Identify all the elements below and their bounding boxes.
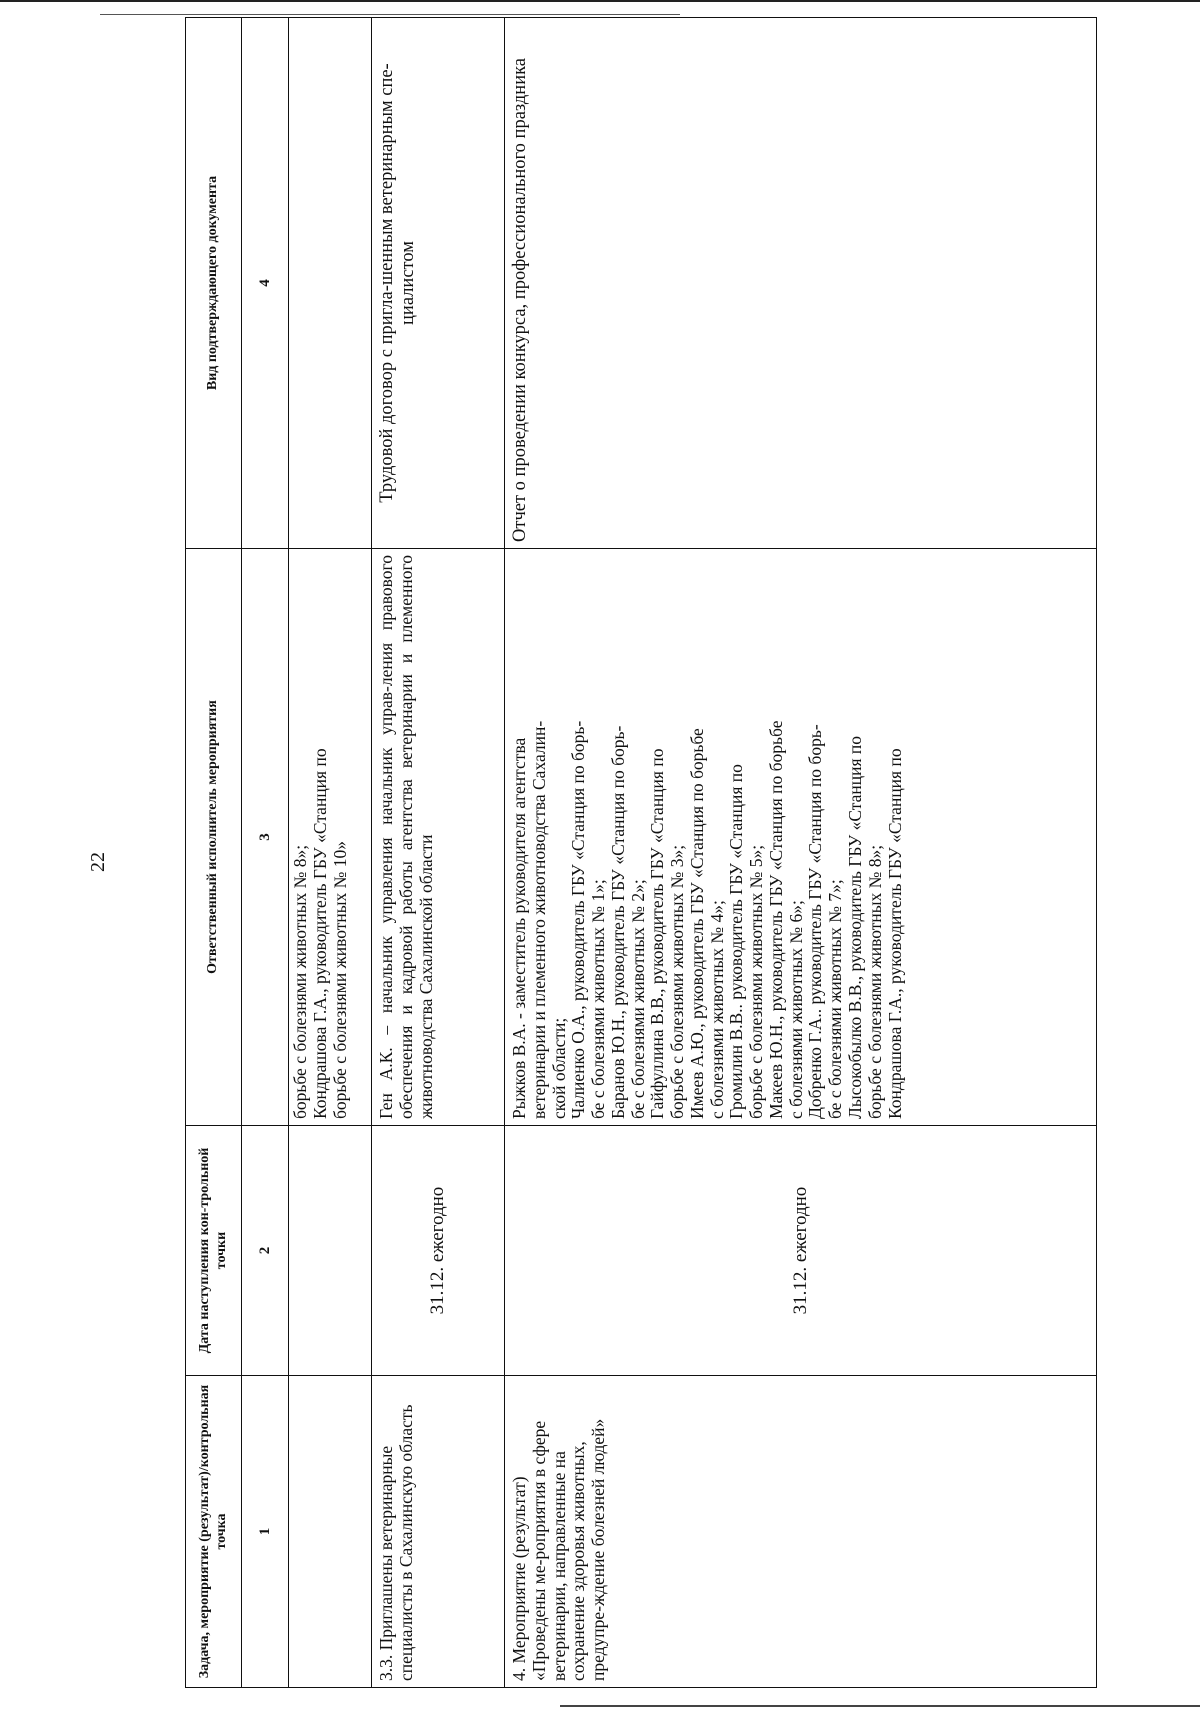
executor-line: борьбе с болезнями животных № 3»; <box>667 844 688 1119</box>
column-number-row <box>242 18 289 1688</box>
header-task: Задача, мероприятие (результат)/контрольная точка <box>186 1376 242 1688</box>
scan-edge-line <box>100 14 680 15</box>
executor-line: бе с болезнями животных № 7»; <box>825 879 846 1119</box>
scan-edge-line <box>560 1705 1200 1707</box>
page-number: 22 <box>87 852 109 872</box>
date-cell <box>289 1126 372 1376</box>
table-row <box>505 18 1097 1688</box>
executor-line: ветеринарии и племенного животноводства Сахалин- <box>528 720 549 1119</box>
executor-line: Гайфуллина В.В., руководитель ГБУ «Станция по <box>647 748 668 1119</box>
table-row <box>289 18 372 1688</box>
executor-line: Добренко Г.А.. руководитель ГБУ «Станция по борь- <box>805 724 826 1119</box>
executor-line: Кондрашова Г.А., руководитель ГБУ «Станция по <box>884 748 905 1119</box>
executor-cell: Ген А.К. – начальник управления начальник управ-ления правового обеспечения и кадровой работы агентства ветеринарии и племенного животноводства Сахалинской области <box>372 549 505 1126</box>
executor-line: Рыжков В.А. - заместитель руководителя агентства <box>509 737 529 1119</box>
document-cell: Отчет о проведении конкурса, профессионального праздника <box>505 18 1097 549</box>
column-number: 2 <box>242 1126 289 1376</box>
executor-line: ской области; <box>548 1017 569 1119</box>
column-number: 1 <box>242 1376 289 1688</box>
table-header-row <box>186 18 242 1688</box>
control-points-table <box>185 17 1097 1688</box>
executor-line: с болезнями животных № 4»; <box>706 900 727 1119</box>
executor-line: Лысокобылко В.В., руководитель ГБУ «Станция по <box>845 735 866 1119</box>
table-row <box>372 18 505 1688</box>
executor-line: Имеев А.Ю., руководитель ГБУ «Станция по борьбе <box>686 728 707 1119</box>
executor-line: Макеев Ю.Н., руководитель ГБУ «Станция по борьбе <box>765 720 786 1119</box>
header-executor: Ответственный исполнитель мероприятия <box>186 549 242 1126</box>
executor-line: Кондрашова Г.А., руководитель ГБУ «Станция по <box>309 748 330 1119</box>
executor-line: Чалиенко О.А., руководитель ГБУ «Станция по борь- <box>568 720 589 1119</box>
executor-cell <box>505 549 1097 1126</box>
column-number: 4 <box>242 18 289 549</box>
executor-line: Баранов Ю.Н., руководитель ГБУ «Станция по борь- <box>607 725 628 1119</box>
rotated-table-container <box>185 18 1097 1688</box>
executor-line: борьбе с болезнями животных № 8»; <box>864 844 885 1119</box>
task-cell <box>289 1376 372 1688</box>
task-cell: 3.3. Приглашены ветеринарные специалисты в Сахалинскую область <box>372 1376 505 1688</box>
scan-top-border <box>0 0 1200 2</box>
date-cell: 31.12. ежегодно <box>505 1126 1097 1376</box>
executor-line: бе с болезнями животных № 1»; <box>588 879 609 1119</box>
executor-line: Громилин В.В.. руководитель ГБУ «Станция по <box>726 764 747 1119</box>
header-date: Дата наступления кон-трольной точки <box>186 1126 242 1376</box>
executor-line: бе с болезнями животных № 2»; <box>627 879 648 1119</box>
executor-line: борьбе с болезнями животных № 10» <box>329 841 350 1119</box>
executor-line: борьбе с болезнями животных № 8»; <box>290 844 310 1119</box>
executor-line: с болезнями животных № 6»; <box>785 900 806 1119</box>
document-cell <box>289 18 372 549</box>
task-cell: 4. Мероприятие (результат) «Проведены ме-роприятия в сфере ветеринарии, направленные на сохранение здоровья животных, предупре-ждение болезней людей» <box>505 1376 1097 1688</box>
document-cell: Трудовой договор с пригла-шенным ветеринарным спе-циалистом <box>372 18 505 549</box>
executor-line: борьбе с болезнями животных № 5»; <box>746 844 767 1119</box>
executor-cell <box>289 549 372 1126</box>
header-document: Вид подтверждающего документа <box>186 18 242 549</box>
column-number: 3 <box>242 549 289 1126</box>
date-cell: 31.12. ежегодно <box>372 1126 505 1376</box>
